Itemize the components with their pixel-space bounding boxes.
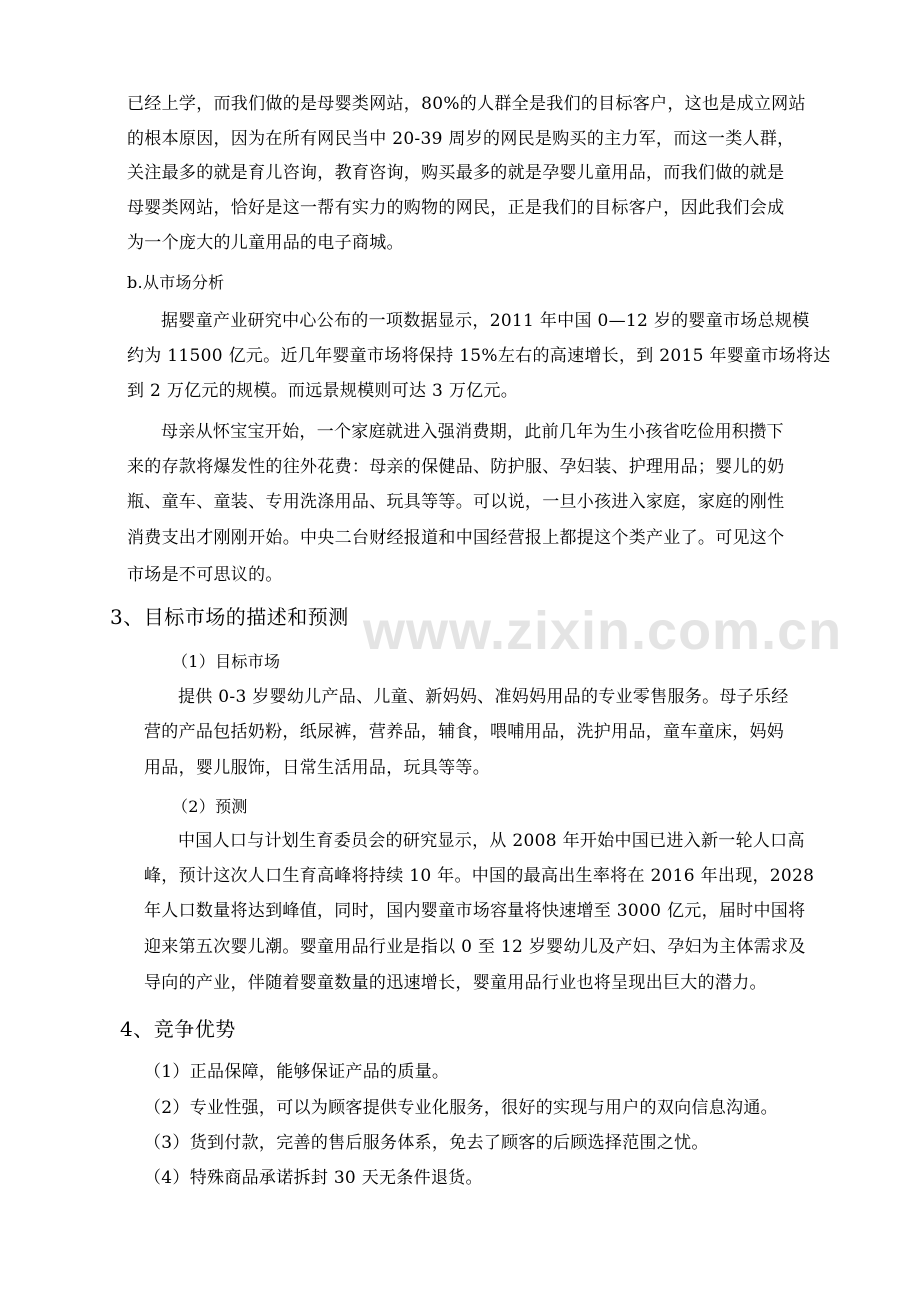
text-line: 消费支出才刚刚开始。中央二台财经报道和中国经营报上都提这个类产业了。可见这个 bbox=[127, 528, 785, 548]
text-line: 迎来第五次婴儿潮。婴童用品行业是指以 0 至 12 岁婴幼儿及产妇、孕妇为主体需求及 bbox=[144, 937, 806, 957]
watermark-text: www.zixin.com.cn bbox=[363, 601, 843, 661]
list-item: （4）特殊商品承诺拆封 30 天无条件退货。 bbox=[144, 1168, 483, 1188]
text-line: 为一个庞大的儿童用品的电子商城。 bbox=[127, 233, 404, 253]
text-line: 母婴类网站，恰好是这一帮有实力的购物的网民，正是我们的目标客户，因此我们会成 bbox=[127, 198, 785, 218]
list-item: （1）正品保障，能够保证产品的质量。 bbox=[144, 1062, 450, 1082]
text-line: 据婴童产业研究中心公布的一项数据显示，2011 年中国 0—12 岁的婴童市场总规模 bbox=[161, 311, 810, 331]
list-item: （2）专业性强，可以为顾客提供专业化服务，很好的实现与用户的双向信息沟通。 bbox=[144, 1098, 778, 1118]
text-line: 导向的产业，伴随着婴童数量的迅速增长，婴童用品行业也将呈现出巨大的潜力。 bbox=[144, 973, 767, 993]
text-line: 约为 11500 亿元。近几年婴童市场将保持 15%左右的高速增长，到 2015 年婴童市场将达 bbox=[127, 346, 831, 366]
text-line: 年人口数量将达到峰值，同时，国内婴童市场容量将快速增至 3000 亿元，届时中国将 bbox=[144, 901, 806, 921]
text-line: 中国人口与计划生育委员会的研究显示，从 2008 年开始中国已进入新一轮人口高 bbox=[178, 831, 805, 851]
text-line: 关注最多的就是育儿咨询，教育咨询，购买最多的就是孕婴儿童用品，而我们做的就是 bbox=[127, 163, 785, 183]
text-line: 已经上学，而我们做的是母婴类网站，80%的人群全是我们的目标客户，这也是成立网站 bbox=[127, 94, 806, 114]
section-4-heading: 4、竞争优势 bbox=[120, 1017, 236, 1041]
text-line: 市场是不可思议的。 bbox=[127, 565, 283, 585]
text-line: 来的存款将爆发性的往外花费：母亲的保健品、防护服、孕妇装、护理用品；婴儿的奶 bbox=[127, 457, 785, 477]
text-line: 用品，婴儿服饰，日常生活用品，玩具等等。 bbox=[144, 758, 490, 778]
text-line: 峰，预计这次人口生育高峰将持续 10 年。中国的最高出生率将在 2016 年出现，2028 bbox=[144, 866, 815, 886]
section-3-subheading-forecast: （2）预测 bbox=[172, 797, 248, 816]
text-line: 提供 0-3 岁婴幼儿产品、儿童、新妈妈、准妈妈用品的专业零售服务。母子乐经 bbox=[178, 687, 789, 707]
section-3-heading: 3、目标市场的描述和预测 bbox=[110, 605, 349, 629]
market-analysis-label: b.从市场分析 bbox=[127, 273, 225, 292]
list-item: （3）货到付款，完善的售后服务体系，免去了顾客的后顾选择范围之忧。 bbox=[144, 1133, 709, 1153]
text-line: 到 2 万亿元的规模。而远景规模则可达 3 万亿元。 bbox=[127, 381, 519, 401]
text-line: 瓶、童车、童装、专用洗涤用品、玩具等等。可以说，一旦小孩进入家庭，家庭的刚性 bbox=[127, 492, 785, 512]
section-3-subheading-target-market: （1）目标市场 bbox=[172, 652, 281, 671]
text-line: 营的产品包括奶粉，纸尿裤，营养品，辅食，喂哺用品，洗护用品，童车童床，妈妈 bbox=[144, 722, 785, 742]
text-line: 的根本原因，因为在所有网民当中 20-39 周岁的网民是购买的主力军，而这一类人群， bbox=[127, 129, 795, 149]
text-line: 母亲从怀宝宝开始，一个家庭就进入强消费期，此前几年为生小孩省吃俭用积攒下 bbox=[161, 422, 784, 442]
